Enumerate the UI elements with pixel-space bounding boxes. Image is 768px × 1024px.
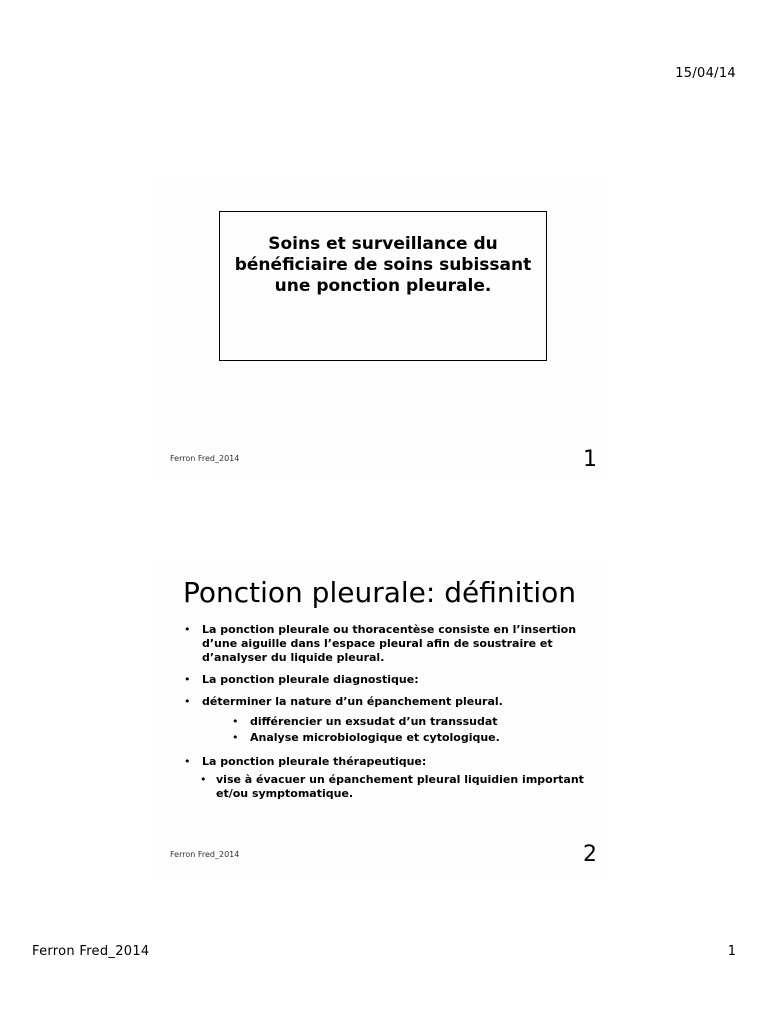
slide-1-number: 1 bbox=[583, 447, 597, 472]
slide-2-bullet-list bbox=[184, 623, 594, 807]
slide-2-title: Ponction pleurale: définition bbox=[182, 576, 577, 609]
sub-bullet-item: • différencier un exsudat d’un transsudat bbox=[232, 715, 594, 729]
slide-2-footer: Ferron Fred_2014 bbox=[170, 850, 240, 859]
slide-1-title-box bbox=[219, 211, 547, 361]
page-number: 1 bbox=[727, 944, 736, 959]
bullet-item: • déterminer la nature d’un épanchement pleural. bbox=[184, 695, 594, 709]
bullet-item: • La ponction pleurale thérapeutique: bbox=[184, 755, 594, 769]
page-date: 15/04/14 bbox=[675, 66, 736, 81]
bullet-item: • La ponction pleurale ou thoracentèse consiste en l’insertion d’une aiguille dans l’espace pleural afin de soustraire et d’analyser du liquide pleural. bbox=[184, 623, 594, 665]
slide-1-title-line: bénéficiaire de soins subissant bbox=[234, 255, 532, 275]
page-footer-author: Ferron Fred_2014 bbox=[32, 944, 150, 959]
slide-1-title-line: une ponction pleurale. bbox=[274, 276, 492, 296]
slide-2 bbox=[152, 560, 607, 874]
slide-1-footer: Ferron Fred_2014 bbox=[170, 454, 240, 463]
slide-1 bbox=[152, 182, 607, 478]
sub-bullet-item: • vise à évacuer un épanchement pleural liquidien important et/ou symptomatique. bbox=[200, 773, 594, 801]
bullet-item: • La ponction pleurale diagnostique: bbox=[184, 673, 594, 687]
slide-2-number: 2 bbox=[583, 842, 597, 867]
sub-bullet-item: • Analyse microbiologique et cytologique. bbox=[232, 731, 594, 745]
slide-1-title-line: Soins et surveillance du bbox=[268, 234, 498, 254]
